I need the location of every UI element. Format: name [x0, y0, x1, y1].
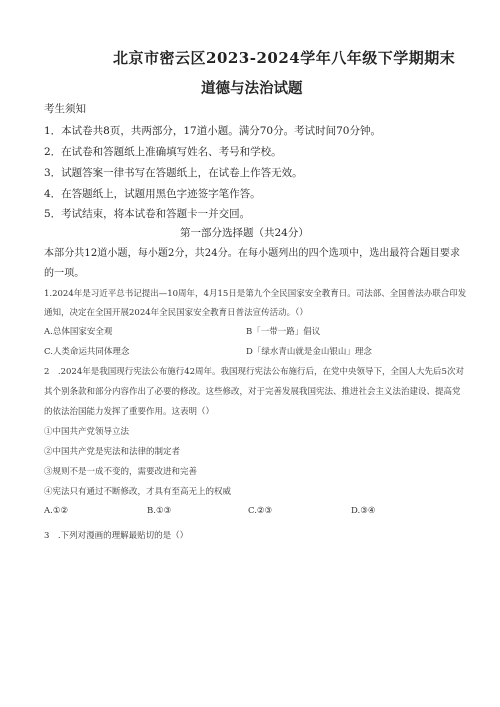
notice-item: 4．在答题纸上，试题用黑色字迹签字笔作答。 [44, 188, 261, 200]
question-2-option-c: C.②③ [248, 506, 273, 516]
exam-title: 北京市密云区2023-2024学年八年级下学期期末 [113, 49, 456, 67]
question-2-option-b: B.①③ [147, 506, 172, 516]
notice-heading: 考生须知 [44, 103, 86, 115]
question-2-stem-cont: 其个别条款和部分内容作出了必要的修改。这些修改，对于完善发展我国宪法、推进社会主义法治建设、提高党 [44, 387, 461, 397]
question-2-option-a: A.①② [44, 506, 69, 516]
question-2-option-d: D.③④ [351, 506, 376, 516]
question-1-stem-cont: 通知，决定在全国开展2024年全民国家安全教育日普法宣传活动。（） [44, 308, 308, 318]
question-1-option-c: C.人类命运共同体理念 [44, 347, 130, 357]
question-2-stem: 2 .2024年是我国现行宪法公布施行42周年。我国现行宪法公布施行后，在党中央领导下，全国人大先后5次对 [44, 367, 464, 377]
notice-item: 5．考试结束，将本试卷和答题卡一并交回。 [44, 208, 251, 220]
question-2-statement-2: ②中国共产党是宪法和法律的制定者 [44, 447, 181, 457]
notice-item: 3．试题答案一律书写在答题纸上，在试卷上作答无效。 [44, 167, 303, 179]
question-2-statement-4: ④宪法只有通过不断修改，才具有至高无上的权威 [44, 487, 232, 497]
question-1-option-a: A.总体国家安全观 [44, 327, 113, 337]
part-heading: 第一部分选择题（共24分） [180, 227, 309, 239]
question-2-statement-1: ①中国共产党领导立法 [44, 427, 130, 437]
question-2-stem-cont: 的依法治国能力发挥了重要作用。这表明（） [44, 407, 215, 417]
question-3-stem: 3 .下列对漫画的理解最贴切的是（） [44, 531, 189, 541]
question-1-stem: 1.2024年是习近平总书记提出—10周年，4月15日是第九个全民国家安全教育日。司法部、全国普法办联合印发 [44, 289, 467, 299]
notice-item: 1．本试卷共8页，共两部分，17道小题。满分70分。考试时间70分钟。 [44, 125, 381, 137]
exam-subtitle: 道德与法治试题 [201, 80, 303, 97]
question-1-option-d: D「绿水青山就是金山银山」理念 [246, 347, 372, 357]
part-intro: 本部分共12道小题，每小题2分，共24分。在每小题列出的四个选项中，选出最符合题目要求 [44, 248, 461, 259]
part-intro-cont: 的一项。 [44, 268, 85, 279]
question-2-statement-3: ③规则不是一成不变的，需要改进和完善 [44, 467, 198, 477]
question-1-option-b: B「一带一路」倡议 [246, 327, 321, 337]
notice-item: 2．在试卷和答题纸上准确填写姓名、考号和学校。 [44, 146, 282, 158]
